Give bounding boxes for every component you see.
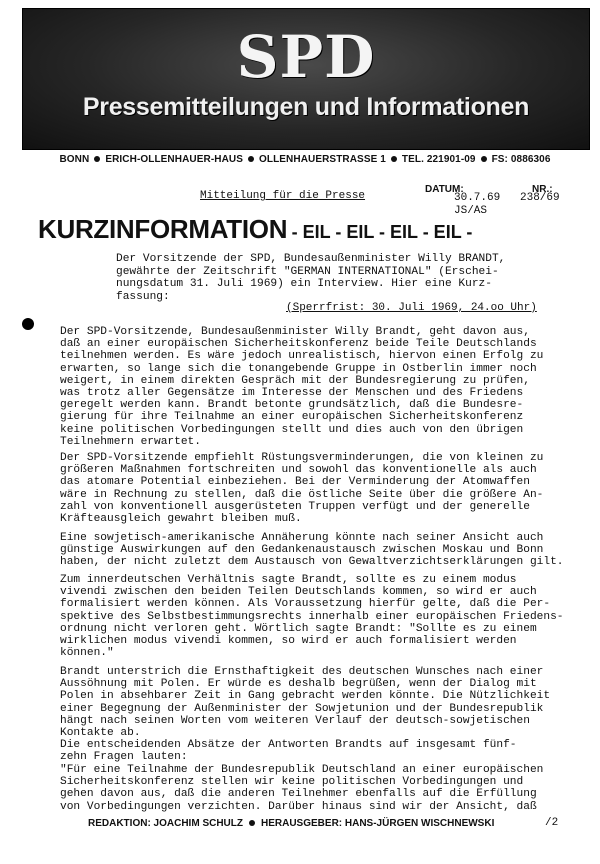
- text-line: Sicherheitskonferenz stellen wir keine politischen Vorbedingungen und: [60, 776, 524, 789]
- text-line: wäre in Rechnung zu stellen, daß die östliche Seite über die größere An-: [60, 488, 544, 501]
- paragraph-3: [60, 532, 580, 569]
- hole-punch-mark: [22, 318, 34, 330]
- text-line: Aussöhnung mit Polen. Er würde es deshalb begrüßen, wenn der Dialog mit: [60, 678, 537, 691]
- text-line: gehen davon aus, daß die anderen Teilnehmer ebenfalls auf die Erfüllung: [60, 788, 537, 801]
- intro-line: gewährte der Zeitschrift "GERMAN INTERNATIONAL" (Erschei-: [116, 265, 499, 278]
- press-notice-label: Mitteilung für die Presse: [200, 190, 366, 202]
- text-line: Polen in absehbarer Zeit in Gang gebracht werden könnte. Die Nützlichkeit: [60, 690, 551, 703]
- number-label: NR.:: [532, 184, 553, 195]
- bullet-dot: [481, 156, 487, 162]
- address-street: OLLENHAUERSTRASSE 1: [258, 154, 386, 165]
- intro-line: fassung:: [116, 290, 170, 303]
- intro-paragraph: [116, 253, 556, 303]
- text-line: erwarten, so lange sich die tonangebende Gruppe in Ostberlin immer noch: [60, 362, 537, 375]
- text-line: vivendi zwischen den beiden Teilen Deutschlands kommen, so wird er auch: [60, 586, 537, 599]
- text-line: Brandt unterstrich die Ernsthaftigkeit des deutschen Wunsches nach einer: [60, 666, 544, 678]
- author-initials: JS/AS: [454, 205, 488, 217]
- text-line: Eine sowjetisch-amerikanische Annäherung könnte nach seiner Ansicht auch: [60, 532, 544, 544]
- bullet-dot: [391, 156, 397, 162]
- text-line: gierung für ihre Teilnahme an einer europäischen Sicherheitskonferenz: [60, 411, 524, 424]
- paragraph-2: [60, 452, 580, 525]
- text-line: keine politischen Vorbedingungen stellt und dies auch von den übrigen: [60, 423, 524, 436]
- masthead-subtitle: Pressemitteilungen und Informationen: [82, 93, 530, 121]
- text-line: größeren Maßnahmen fortschreiten und sowohl das konventionelle als auch: [60, 464, 537, 477]
- paragraph-1: [60, 326, 580, 448]
- text-line: daß an einer europäischen Sicherheitskonferenz beide Teile Deutschlands: [60, 338, 537, 351]
- footer: [88, 818, 494, 829]
- intro-line: Der Vorsitzende der SPD, Bundesaußenminister Willy BRANDT,: [116, 253, 506, 265]
- date-label: DATUM:: [425, 184, 464, 195]
- paragraph-6: [60, 764, 580, 813]
- address-phone: TEL. 221901-09: [401, 154, 476, 165]
- embargo-notice: (Sperrfrist: 30. Juli 1969, 24.oo Uhr): [286, 302, 537, 314]
- text-line: Teilnehmern erwartet.: [60, 435, 201, 448]
- text-line: Der SPD-Vorsitzende empfiehlt Rüstungsverminderungen, die von kleinen zu: [60, 452, 544, 464]
- masthead: [22, 8, 590, 150]
- bullet-dot: [248, 156, 254, 162]
- text-line: teilnehmen werden. Es wäre jedoch unrealistisch, hiervon einen Erfolg zu: [60, 350, 544, 363]
- headline-eil: - EIL - EIL - EIL - EIL -: [291, 222, 473, 242]
- number-value: 238/69: [520, 192, 560, 204]
- intro-line: nungsdatum 31. Juli 1969) ein Interview. Hier eine Kurz-: [116, 278, 492, 291]
- text-line: haben, der nicht zuletzt dem Austausch von Gewaltverzichtserklärungen gilt.: [60, 556, 564, 569]
- editor-credit: REDAKTION: JOACHIM SCHULZ: [88, 818, 243, 829]
- text-line: Der SPD-Vorsitzende, Bundesaußenminister Willy Brandt, geht davon aus,: [60, 326, 530, 338]
- text-line: Kontakte ab.: [60, 727, 141, 740]
- text-line: Kräfteausgleich gewahrt bleiben muß.: [60, 513, 302, 526]
- headline-main: KURZINFORMATION: [38, 214, 288, 244]
- text-line: das atomare Potential einbeziehen. Bei der Verminderung der Atomwaffen: [60, 476, 530, 489]
- text-line: ordnung nicht verloren geht. Wörtlich sagte Brandt: "Sollte es zu einem: [60, 622, 537, 635]
- text-line: günstige Auswirkungen auf den Gedankenaustausch zwischen Moskau und Bonn: [60, 544, 544, 557]
- address-city: BONN: [59, 154, 90, 165]
- text-line: formalisiert werden können. Als Voraussetzung hierfür gelte, daß die Per-: [60, 598, 551, 611]
- text-line: Die entscheidenden Absätze der Antworten Brandts auf insgesamt fünf-: [60, 739, 517, 752]
- text-line: geregelt werden kann. Brandt betonte grundsätzlich, daß die Bundesre-: [60, 399, 524, 412]
- text-line: zahl von konventionell ausgerüsteten Truppen verfügt und der generelle: [60, 500, 530, 513]
- spd-logo: SPD: [236, 23, 376, 91]
- text-line: wirklichen modus vivendi kommen, so wird er auch formalisiert werden: [60, 635, 517, 648]
- paragraph-4: [60, 574, 580, 659]
- text-line: spektive des Selbstbestimmungsrechts innerhalb einer europäischen Friedens-: [60, 610, 564, 623]
- text-line: was trotz aller Gegensätze im Interesse der Menschen und des Friedens: [60, 387, 524, 400]
- publisher-credit: HERAUSGEBER: HANS-JÜRGEN WISCHNEWSKI: [261, 818, 495, 829]
- text-line: zehn Fragen lauten:: [60, 751, 188, 764]
- paragraph-5: [60, 666, 580, 764]
- text-line: können.": [60, 647, 114, 660]
- text-line: einer Begegnung der Außenminister der Sowjetunion und der Bundesrepublik: [60, 702, 544, 715]
- address-building: ERICH-OLLENHAUER-HAUS: [105, 154, 243, 165]
- text-line: von Vorbedingungen verzichten. Darüber hinaus sind wir der Ansicht, daß: [60, 800, 537, 813]
- bullet-dot: [249, 820, 255, 826]
- headline: [38, 214, 472, 245]
- text-line: weigert, in einem direkten Gespräch mit der Bundesregierung zu prüfen,: [60, 374, 530, 387]
- address-telex: FS: 0886306: [491, 154, 551, 165]
- address-line: [22, 154, 588, 170]
- text-line: hängt nach seinen Worten vom weiteren Verlauf der deutsch-sowjetischen: [60, 714, 530, 727]
- date-value: 30.7.69: [454, 192, 501, 204]
- bullet-dot: [94, 156, 100, 162]
- page-number: /2: [545, 817, 559, 829]
- text-line: Zum innerdeutschen Verhältnis sagte Brandt, sollte es zu einem modus: [60, 574, 517, 586]
- text-line: "Für eine Teilnahme der Bundesrepublik Deutschland an einer europäischen: [60, 764, 544, 776]
